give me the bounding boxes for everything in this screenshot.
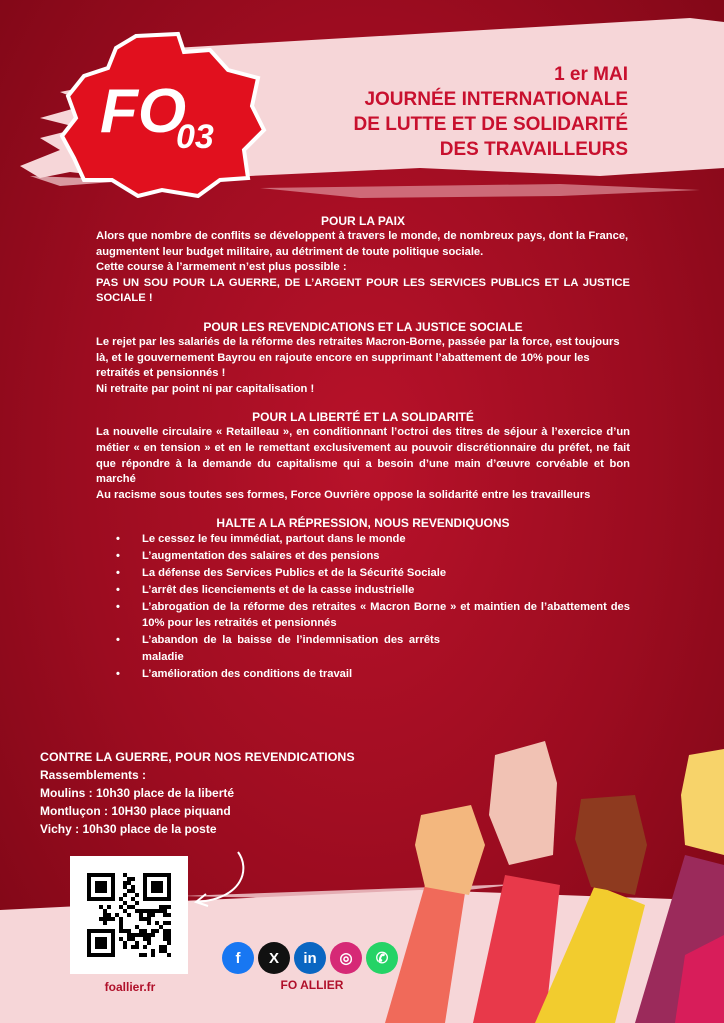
main-text [96, 213, 630, 694]
header-line: 1 er MAI [554, 64, 628, 85]
list-item: • L’abrogation de la réforme des retraites « Macron Borne » et maintien de l’abattement des 10% pour les retraités et pensionnés [96, 599, 630, 633]
rally-place: Moulins : 10h30 place de la liberté [40, 786, 235, 800]
facebook-icon[interactable]: f [222, 942, 254, 974]
section-title: HALTE A LA RÉPRESSION, NOUS REVENDIQUONS [216, 516, 510, 531]
list-item: • L’arrêt des licenciements et de la casse industrielle [96, 582, 630, 599]
whatsapp-icon[interactable]: ✆ [366, 942, 398, 974]
list-item: • L’augmentation des salaires et des pensions [96, 548, 630, 565]
section-title: POUR LA LIBERTÉ ET LA SOLIDARITÉ [252, 410, 474, 425]
header-title [354, 62, 628, 162]
list-item: • Le cessez le feu immédiat, partout dans le monde [96, 531, 630, 548]
paragraph: PAS UN SOU POUR LA GUERRE, DE L’ARGENT POUR LES SERVICES PUBLICS ET LA JUSTICE SOCIALE ! [96, 276, 630, 305]
demands-list [96, 531, 630, 682]
paragraph: Au racisme sous toutes ses formes, Force Ouvrière oppose la solidarité entre les travailleurs [96, 488, 591, 501]
section-title: POUR LES REVENDICATIONS ET LA JUSTICE SOCIALE [203, 319, 523, 334]
header-line: DE LUTTE ET DE SOLIDARITÉ [353, 114, 628, 135]
linkedin-icon[interactable]: in [294, 942, 326, 974]
x-icon[interactable]: X [258, 942, 290, 974]
brand-label: FO ALLIER [280, 978, 344, 992]
paragraph: Cette course à l’armement n’est plus possible : [96, 261, 347, 274]
paragraph: Ni retraite par point ni par capitalisation ! [96, 382, 315, 395]
paragraph: Alors que nombre de conflits se développent à travers le monde, de nombreux pays, dont la France, augmentent leur budget militaire, au détriment de toute politique sociale. [96, 230, 629, 258]
header-line: JOURNÉE INTERNATIONALE [364, 89, 628, 110]
rally-title: CONTRE LA GUERRE, POUR NOS REVENDICATIONS [40, 750, 355, 764]
section-halte [96, 515, 630, 682]
rally-place: Vichy : 10h30 place de la poste [40, 822, 217, 836]
rally-place: Montluçon : 10H30 place piquand [40, 804, 231, 818]
arrow-doodle-icon [188, 848, 252, 908]
qr-pattern [70, 856, 188, 974]
list-item: • L’amélioration des conditions de travail [96, 666, 630, 683]
list-item: • L’abandon de la baisse de l’indemnisation des arrêts maladie [96, 632, 630, 666]
website-link[interactable]: foallier.fr [104, 980, 156, 994]
logo-number: 03 [176, 118, 214, 156]
instagram-icon[interactable]: ◎ [330, 942, 362, 974]
qr-code[interactable] [70, 856, 188, 974]
paragraph: Le rejet par les salariés de la réforme des retraites Macron-Borne, passée par la force, est toujours là, et le gouvernement Bayrou en rajoute encore en supprimant l’abattement de 10% pour les retraités et pensionnés ! [96, 335, 620, 380]
section-revendications [96, 319, 630, 397]
social-icons [222, 942, 398, 974]
section-liberte [96, 409, 630, 503]
list-item: • La défense des Services Publics et de la Sécurité Sociale [96, 565, 630, 582]
fo03-logo [58, 30, 268, 198]
paragraph: La nouvelle circulaire « Retailleau », en conditionnant l’octroi des titres de séjour à l’exercice d’un métier « en tension » et en le remettant exclusivement au pouvoir discrétionnaire du préfet, ne fait que répondre à la demande du capitalisme qui a besoin d’une main d’œuvre corvéable et bon marché [96, 426, 630, 486]
section-title: POUR LA PAIX [320, 214, 405, 228]
section-paix [96, 213, 630, 307]
rally-block [40, 748, 355, 838]
raised-fists-illustration [385, 735, 724, 1023]
header-line: DES TRAVAILLEURS [439, 139, 628, 160]
logo-letters: FO [100, 77, 187, 146]
rally-subtitle: Rassemblements : [40, 768, 147, 782]
